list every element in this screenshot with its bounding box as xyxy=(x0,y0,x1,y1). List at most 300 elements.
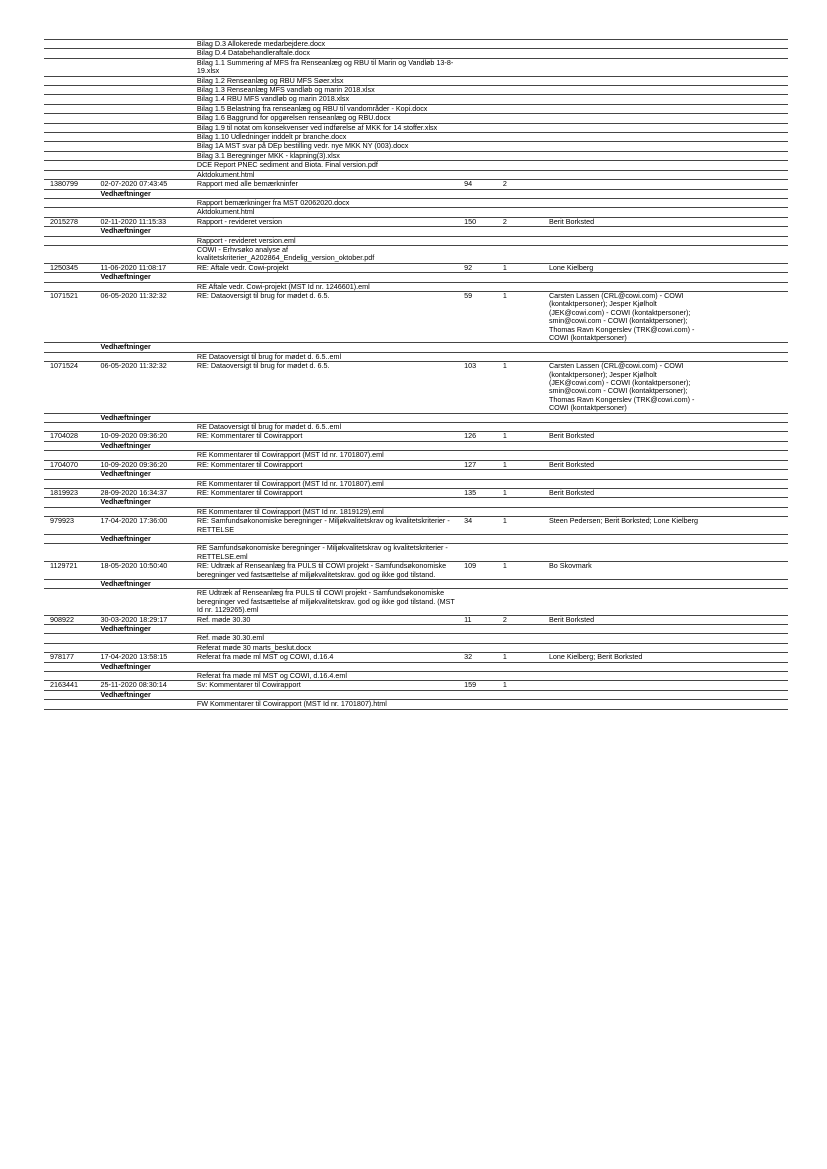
attachment-row xyxy=(44,544,788,562)
empty-cell xyxy=(501,534,547,543)
empty-cell xyxy=(44,470,98,479)
empty-cell xyxy=(547,49,704,58)
attachment-name: Aktdokument.html xyxy=(195,208,462,217)
empty-cell xyxy=(98,236,194,245)
attachments-header-row xyxy=(44,227,788,236)
empty-cell xyxy=(462,133,501,142)
document-persons: Berit Borksted xyxy=(547,217,704,226)
empty-cell xyxy=(547,170,704,179)
empty-cell xyxy=(501,161,547,170)
empty-cell xyxy=(44,142,98,151)
empty-cell xyxy=(462,151,501,160)
document-persons: Berit Borksted xyxy=(547,615,704,624)
empty-cell xyxy=(501,133,547,142)
empty-cell xyxy=(704,245,788,263)
empty-cell xyxy=(501,498,547,507)
empty-cell xyxy=(547,544,704,562)
empty-cell xyxy=(547,245,704,263)
empty-cell xyxy=(462,662,501,671)
empty-cell xyxy=(98,634,194,643)
empty-cell xyxy=(547,479,704,488)
empty-cell xyxy=(98,40,194,49)
document-row xyxy=(44,180,788,189)
document-number: 34 xyxy=(462,517,501,535)
empty-cell xyxy=(704,544,788,562)
empty-cell xyxy=(547,441,704,450)
empty-cell xyxy=(547,451,704,460)
empty-cell xyxy=(547,579,704,588)
empty-cell xyxy=(501,49,547,58)
attachments-label: Vedhæftninger xyxy=(98,690,194,699)
attachment-row xyxy=(44,236,788,245)
attachment-row xyxy=(44,86,788,95)
attachment-name: RE Udtræk af Renseanlæg fra PULS til COWI projekt - Samfundsøkonomiske beregninger ved fastsættelse af miljøkvalitetskrav. god og ikke god tilstand. (MST Id nr. 1129265).eml xyxy=(195,589,462,615)
empty-cell xyxy=(98,589,194,615)
document-number: 127 xyxy=(462,460,501,469)
empty-cell xyxy=(462,40,501,49)
empty-cell xyxy=(704,488,788,497)
empty-cell xyxy=(44,161,98,170)
document-row xyxy=(44,681,788,690)
document-title: Rapport med alle bemærkninfer xyxy=(195,180,462,189)
attachments-header-row xyxy=(44,441,788,450)
document-title: Referat fra møde ml MST og COWI, d.16.4 xyxy=(195,653,462,662)
empty-cell xyxy=(547,198,704,207)
empty-cell xyxy=(704,104,788,113)
empty-cell xyxy=(547,498,704,507)
empty-cell xyxy=(195,498,462,507)
document-date: 18-05-2020 10:50:40 xyxy=(98,562,194,580)
empty-cell xyxy=(501,151,547,160)
empty-cell xyxy=(704,643,788,652)
empty-cell xyxy=(704,123,788,132)
attachment-name: Ref. møde 30.30.eml xyxy=(195,634,462,643)
empty-cell xyxy=(501,227,547,236)
document-date: 06-05-2020 11:32:32 xyxy=(98,291,194,342)
empty-cell xyxy=(501,451,547,460)
empty-cell xyxy=(98,151,194,160)
empty-cell xyxy=(501,672,547,681)
empty-cell xyxy=(501,423,547,432)
empty-cell xyxy=(462,498,501,507)
empty-cell xyxy=(547,76,704,85)
empty-cell xyxy=(501,282,547,291)
empty-cell xyxy=(501,58,547,76)
empty-cell xyxy=(44,208,98,217)
empty-cell xyxy=(547,470,704,479)
empty-cell xyxy=(704,180,788,189)
empty-cell xyxy=(547,662,704,671)
attachment-row xyxy=(44,589,788,615)
empty-cell xyxy=(704,589,788,615)
attachment-name: Referat fra møde ml MST og COWI, d.16.4.eml xyxy=(195,672,462,681)
attachments-label: Vedhæftninger xyxy=(98,189,194,198)
empty-cell xyxy=(44,413,98,422)
empty-cell xyxy=(462,479,501,488)
empty-cell xyxy=(704,534,788,543)
attachment-name: Bilag 1.6 Baggrund for opgørelsen renseanlæg og RBU.docx xyxy=(195,114,462,123)
empty-cell xyxy=(501,413,547,422)
empty-cell xyxy=(98,208,194,217)
empty-cell xyxy=(501,662,547,671)
attachments-header-row xyxy=(44,470,788,479)
empty-cell xyxy=(704,133,788,142)
document-count: 1 xyxy=(501,460,547,469)
document-number: 59 xyxy=(462,291,501,342)
empty-cell xyxy=(98,104,194,113)
document-date: 25-11-2020 08:30:14 xyxy=(98,681,194,690)
empty-cell xyxy=(704,362,788,413)
attachment-name: Bilag 1.9 til notat om konsekvenser ved indførelse af MKK for 14 stoffer.xlsx xyxy=(195,123,462,132)
empty-cell xyxy=(501,625,547,634)
empty-cell xyxy=(98,142,194,151)
empty-cell xyxy=(704,114,788,123)
empty-cell xyxy=(501,579,547,588)
attachment-row xyxy=(44,245,788,263)
empty-cell xyxy=(44,227,98,236)
attachment-name: RE Dataoversigt til brug for mødet d. 6.5..eml xyxy=(195,423,462,432)
attachment-row xyxy=(44,142,788,151)
attachment-row xyxy=(44,76,788,85)
document-date: 17-04-2020 13:58:15 xyxy=(98,653,194,662)
empty-cell xyxy=(547,690,704,699)
attachment-name: RE Aftale vedr. Cowi-projekt (MST Id nr. 1246601).eml xyxy=(195,282,462,291)
empty-cell xyxy=(547,123,704,132)
empty-cell xyxy=(462,700,501,709)
attachment-name: RE Kommentarer til Cowirapport (MST Id nr. 1819129).eml xyxy=(195,507,462,516)
document-number: 103 xyxy=(462,362,501,413)
empty-cell xyxy=(704,76,788,85)
attachment-row xyxy=(44,479,788,488)
empty-cell xyxy=(704,352,788,361)
attachments-label: Vedhæftninger xyxy=(98,273,194,282)
attachment-name: Rapport bemærkninger fra MST 02062020.docx xyxy=(195,198,462,207)
document-title: RE: Kommentarer til Cowirapport xyxy=(195,460,462,469)
attachment-name: RE Samfundsøkonomiske beregninger - Miljøkvalitetskrav og kvalitetskriterier - RETTELSE.eml xyxy=(195,544,462,562)
empty-cell xyxy=(98,95,194,104)
attachment-row xyxy=(44,451,788,460)
attachments-label: Vedhæftninger xyxy=(98,343,194,352)
document-number: 109 xyxy=(462,562,501,580)
empty-cell xyxy=(704,58,788,76)
empty-cell xyxy=(704,562,788,580)
empty-cell xyxy=(547,189,704,198)
attachment-row xyxy=(44,49,788,58)
empty-cell xyxy=(462,86,501,95)
attachments-header-row xyxy=(44,189,788,198)
document-id: 1704028 xyxy=(44,432,98,441)
document-id: 2015278 xyxy=(44,217,98,226)
attachments-label: Vedhæftninger xyxy=(98,498,194,507)
empty-cell xyxy=(462,579,501,588)
empty-cell xyxy=(547,413,704,422)
document-row xyxy=(44,562,788,580)
document-id: 1380799 xyxy=(44,180,98,189)
document-title: RE: Aftale vedr. Cowi-projekt xyxy=(195,263,462,272)
attachment-name: Bilag D.3 Allokerede medarbejdere.docx xyxy=(195,40,462,49)
empty-cell xyxy=(704,579,788,588)
empty-cell xyxy=(462,49,501,58)
document-count: 1 xyxy=(501,263,547,272)
empty-cell xyxy=(501,690,547,699)
empty-cell xyxy=(501,95,547,104)
empty-cell xyxy=(98,700,194,709)
empty-cell xyxy=(462,625,501,634)
empty-cell xyxy=(98,544,194,562)
document-number: 150 xyxy=(462,217,501,226)
empty-cell xyxy=(704,273,788,282)
empty-cell xyxy=(462,589,501,615)
attachment-row xyxy=(44,133,788,142)
empty-cell xyxy=(462,95,501,104)
attachment-row xyxy=(44,104,788,113)
empty-cell xyxy=(462,544,501,562)
document-persons: Lone Kielberg; Berit Borksted xyxy=(547,653,704,662)
document-date: 17-04-2020 17:36:00 xyxy=(98,517,194,535)
empty-cell xyxy=(501,123,547,132)
empty-cell xyxy=(44,95,98,104)
empty-cell xyxy=(704,291,788,342)
empty-cell xyxy=(704,95,788,104)
document-persons: Lone Kielberg xyxy=(547,263,704,272)
attachment-row xyxy=(44,700,788,709)
attachment-name: Bilag D.4 Databehandleraftale.docx xyxy=(195,49,462,58)
attachments-label: Vedhæftninger xyxy=(98,441,194,450)
empty-cell xyxy=(98,49,194,58)
document-count: 1 xyxy=(501,432,547,441)
document-number: 11 xyxy=(462,615,501,624)
empty-cell xyxy=(501,236,547,245)
empty-cell xyxy=(547,161,704,170)
attachments-header-row xyxy=(44,662,788,671)
empty-cell xyxy=(44,114,98,123)
document-number: 92 xyxy=(462,263,501,272)
empty-cell xyxy=(462,451,501,460)
empty-cell xyxy=(44,189,98,198)
attachment-name: Bilag 1A MST svar på DEp bestilling vedr. nye MKK NY (003).docx xyxy=(195,142,462,151)
empty-cell xyxy=(547,208,704,217)
empty-cell xyxy=(44,40,98,49)
empty-cell xyxy=(44,634,98,643)
document-persons: Steen Pedersen; Berit Borksted; Lone Kielberg xyxy=(547,517,704,535)
empty-cell xyxy=(704,423,788,432)
document-count: 2 xyxy=(501,180,547,189)
document-count: 2 xyxy=(501,217,547,226)
empty-cell xyxy=(462,76,501,85)
attachment-row xyxy=(44,151,788,160)
empty-cell xyxy=(195,189,462,198)
document-title: RE: Udtræk af Renseanlæg fra PULS til COWI projekt - Samfundsøkonomiske beregninger ved fastsættelse af miljøkvalitetskrav. god og ikke god tilstand. xyxy=(195,562,462,580)
empty-cell xyxy=(704,441,788,450)
empty-cell xyxy=(704,40,788,49)
attachment-name: Aktdokument.html xyxy=(195,170,462,179)
empty-cell xyxy=(98,76,194,85)
attachment-row xyxy=(44,58,788,76)
document-persons: Berit Borksted xyxy=(547,460,704,469)
attachments-header-row xyxy=(44,273,788,282)
document-count: 1 xyxy=(501,681,547,690)
document-row xyxy=(44,362,788,413)
document-date: 02-07-2020 07:43:45 xyxy=(98,180,194,189)
empty-cell xyxy=(462,104,501,113)
document-id: 1704070 xyxy=(44,460,98,469)
empty-cell xyxy=(547,672,704,681)
empty-cell xyxy=(44,589,98,615)
empty-cell xyxy=(98,123,194,132)
empty-cell xyxy=(98,86,194,95)
empty-cell xyxy=(547,625,704,634)
empty-cell xyxy=(704,282,788,291)
empty-cell xyxy=(501,507,547,516)
empty-cell xyxy=(44,58,98,76)
empty-cell xyxy=(501,544,547,562)
empty-cell xyxy=(462,470,501,479)
empty-cell xyxy=(98,161,194,170)
empty-cell xyxy=(704,700,788,709)
empty-cell xyxy=(501,198,547,207)
empty-cell xyxy=(704,198,788,207)
document-title: Rapport - revideret version xyxy=(195,217,462,226)
document-number: 135 xyxy=(462,488,501,497)
attachment-name: COWI - Erhvsøko analyse af kvalitetskriterier_A202864_Endelig_version_oktober.pdf xyxy=(195,245,462,263)
empty-cell xyxy=(195,470,462,479)
empty-cell xyxy=(44,123,98,132)
attachment-row xyxy=(44,198,788,207)
empty-cell xyxy=(98,245,194,263)
empty-cell xyxy=(44,544,98,562)
empty-cell xyxy=(704,208,788,217)
empty-cell xyxy=(704,662,788,671)
empty-cell xyxy=(462,227,501,236)
empty-cell xyxy=(501,208,547,217)
document-title: Ref. møde 30.30 xyxy=(195,615,462,624)
empty-cell xyxy=(547,151,704,160)
empty-cell xyxy=(462,189,501,198)
document-title: RE: Dataoversigt til brug for mødet d. 6.5. xyxy=(195,291,462,342)
document-number: 94 xyxy=(462,180,501,189)
empty-cell xyxy=(462,413,501,422)
document-date: 10-09-2020 09:36:20 xyxy=(98,432,194,441)
attachments-label: Vedhæftninger xyxy=(98,534,194,543)
empty-cell xyxy=(44,498,98,507)
document-date: 11-06-2020 11:08:17 xyxy=(98,263,194,272)
empty-cell xyxy=(98,479,194,488)
empty-cell xyxy=(462,236,501,245)
document-count: 1 xyxy=(501,517,547,535)
document-id: 1071524 xyxy=(44,362,98,413)
empty-cell xyxy=(704,690,788,699)
document-number: 126 xyxy=(462,432,501,441)
empty-cell xyxy=(547,133,704,142)
document-row xyxy=(44,653,788,662)
empty-cell xyxy=(704,479,788,488)
empty-cell xyxy=(547,343,704,352)
document-title: RE: Kommentarer til Cowirapport xyxy=(195,488,462,497)
empty-cell xyxy=(195,343,462,352)
empty-cell xyxy=(44,76,98,85)
document-persons: Bo Skovmark xyxy=(547,562,704,580)
empty-cell xyxy=(44,579,98,588)
empty-cell xyxy=(44,273,98,282)
empty-cell xyxy=(501,343,547,352)
empty-cell xyxy=(501,86,547,95)
empty-cell xyxy=(44,690,98,699)
empty-cell xyxy=(98,58,194,76)
empty-cell xyxy=(704,517,788,535)
document-number: 32 xyxy=(462,653,501,662)
document-title: RE: Kommentarer til Cowirapport xyxy=(195,432,462,441)
document-count: 1 xyxy=(501,362,547,413)
empty-cell xyxy=(44,151,98,160)
empty-cell xyxy=(501,76,547,85)
attachments-label: Vedhæftninger xyxy=(98,227,194,236)
attachment-row xyxy=(44,208,788,217)
empty-cell xyxy=(704,672,788,681)
empty-cell xyxy=(704,236,788,245)
empty-cell xyxy=(462,343,501,352)
empty-cell xyxy=(501,470,547,479)
empty-cell xyxy=(704,507,788,516)
attachment-name: Bilag 1.10 Udledninger inddelt pr branche.docx xyxy=(195,133,462,142)
document-date: 30-03-2020 18:29:17 xyxy=(98,615,194,624)
empty-cell xyxy=(704,86,788,95)
document-count: 1 xyxy=(501,291,547,342)
document-date: 02-11-2020 11:15:33 xyxy=(98,217,194,226)
empty-cell xyxy=(44,236,98,245)
attachment-row xyxy=(44,114,788,123)
empty-cell xyxy=(462,690,501,699)
empty-cell xyxy=(547,86,704,95)
empty-cell xyxy=(547,40,704,49)
empty-cell xyxy=(501,245,547,263)
attachment-name: RE Kommentarer til Cowirapport (MST Id nr. 1701807).eml xyxy=(195,479,462,488)
empty-cell xyxy=(44,343,98,352)
attachment-name: Bilag 1.2 Renseanlæg og RBU MFS Søer.xlsx xyxy=(195,76,462,85)
empty-cell xyxy=(44,662,98,671)
attachment-name: RE Dataoversigt til brug for mødet d. 6.5..eml xyxy=(195,352,462,361)
document-date: 10-09-2020 09:36:20 xyxy=(98,460,194,469)
empty-cell xyxy=(501,114,547,123)
attachments-label: Vedhæftninger xyxy=(98,579,194,588)
document-id: 1250345 xyxy=(44,263,98,272)
document-title: Sv: Kommentarer til Cowirapport xyxy=(195,681,462,690)
attachment-name: Bilag 1.1 Summering af MFS fra Renseanlæg og RBU til Marin og Vandløb 13-8-19.xlsx xyxy=(195,58,462,76)
document-persons: Carsten Lassen (CRL@cowi.com) - COWI (kontaktpersoner); Jesper Kjølholt (JEK@cowi.com) - COWI (kontaktpersoner); smin@cowi.com - COWI (kontaktpersoner); Thomas Ravn Kongerslev (TRK@cowi.com) - COWI (kontaktpersoner) xyxy=(547,362,704,413)
empty-cell xyxy=(501,643,547,652)
empty-cell xyxy=(501,142,547,151)
empty-cell xyxy=(547,700,704,709)
attachments-label: Vedhæftninger xyxy=(98,470,194,479)
attachment-name: RE Kommentarer til Cowirapport (MST Id nr. 1701807).eml xyxy=(195,451,462,460)
document-count: 1 xyxy=(501,653,547,662)
attachments-label: Vedhæftninger xyxy=(98,625,194,634)
empty-cell xyxy=(547,142,704,151)
empty-cell xyxy=(501,273,547,282)
document-persons xyxy=(547,681,704,690)
empty-cell xyxy=(704,615,788,624)
records-body xyxy=(44,40,788,710)
empty-cell xyxy=(462,123,501,132)
document-id: 1129721 xyxy=(44,562,98,580)
empty-cell xyxy=(501,634,547,643)
document-title: RE: Samfundsøkonomiske beregninger - Miljøkvalitetskrav og kvalitetskriterier - RETTELSE xyxy=(195,517,462,535)
attachment-name: Referat møde 30 marts_beslut.docx xyxy=(195,643,462,652)
attachment-name: Bilag 1.4 RBU MFS vandløb og marin 2018.xlsx xyxy=(195,95,462,104)
empty-cell xyxy=(704,460,788,469)
attachment-row xyxy=(44,123,788,132)
empty-cell xyxy=(98,198,194,207)
attachment-row xyxy=(44,40,788,49)
